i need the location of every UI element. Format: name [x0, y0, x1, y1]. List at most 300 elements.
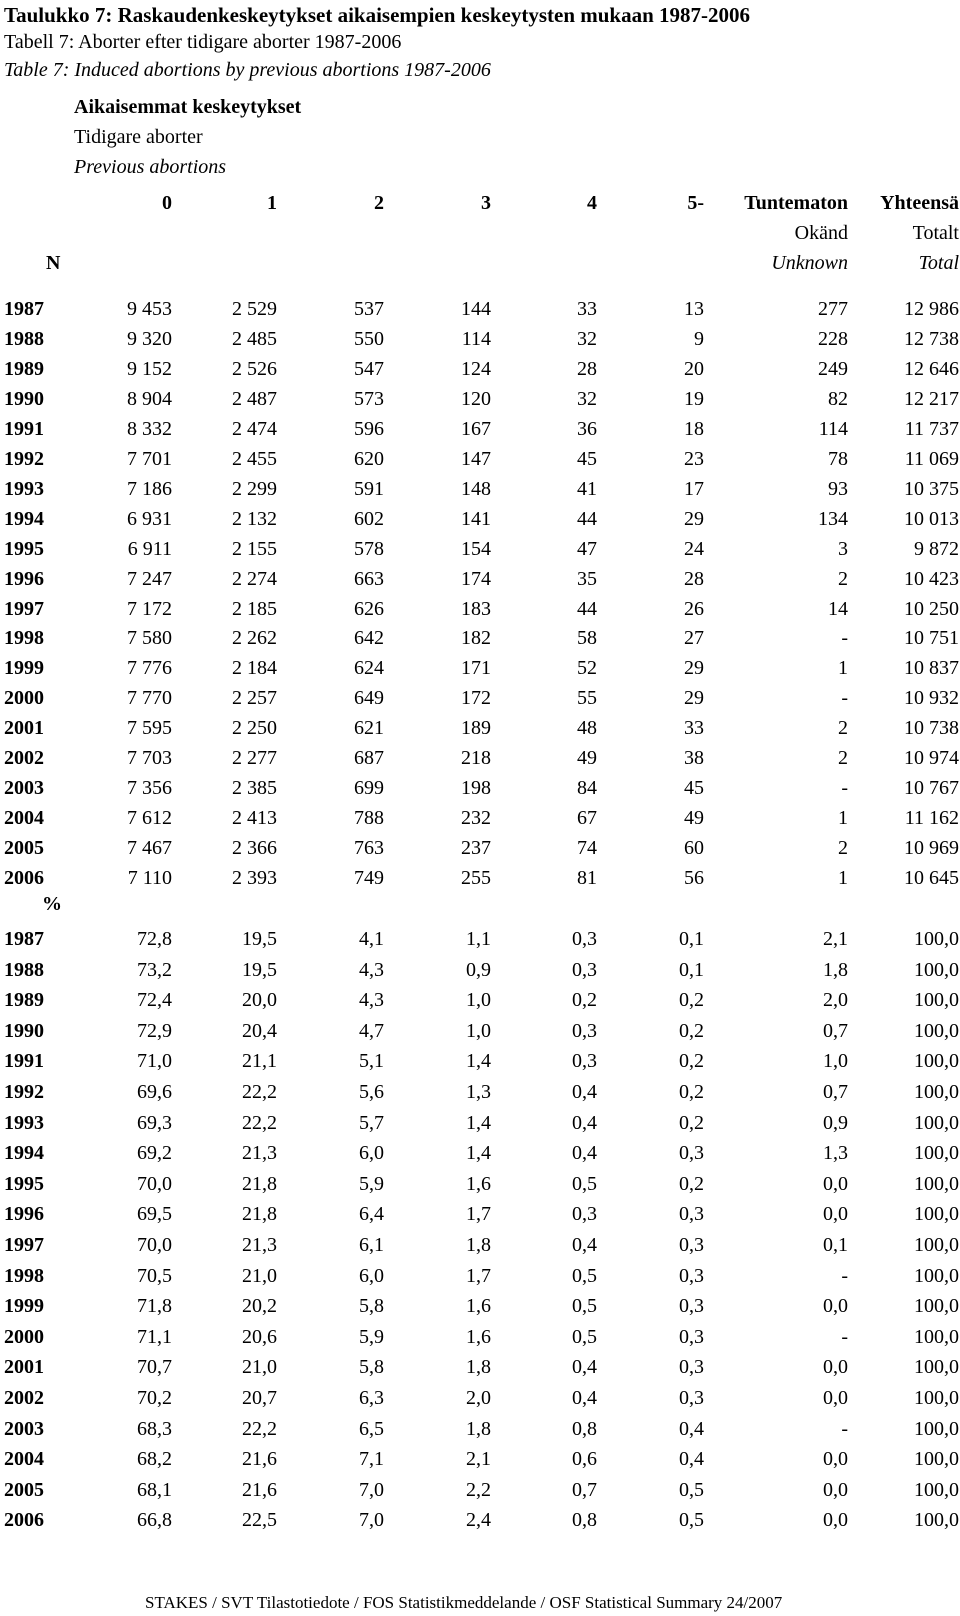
n-row-cell: 2 529	[232, 298, 277, 320]
pct-row-cell: 100,0	[914, 1111, 959, 1134]
n-row-year: 1989	[4, 357, 44, 380]
pct-row-cell: 0,0	[823, 1203, 848, 1226]
pct-row-cell: 69,6	[137, 1081, 172, 1103]
n-row-cell: 198	[461, 777, 491, 800]
n-row-cell: 699	[354, 777, 384, 800]
n-row-cell: 277	[818, 298, 848, 320]
pct-row-cell: 5,8	[359, 1295, 384, 1318]
pct-row-cell: 21,1	[242, 1050, 277, 1073]
n-row-cell: 218	[461, 747, 491, 770]
pct-row-year: 2004	[4, 1448, 44, 1471]
n-row-cell: 12 738	[904, 327, 959, 350]
n-row-cell: 10 423	[904, 567, 959, 590]
n-row-cell: 7 776	[127, 657, 172, 680]
n-row-cell: 35	[577, 567, 597, 590]
n-row-cell: 7 703	[127, 747, 172, 770]
pct-row-cell: 6,0	[359, 1142, 384, 1165]
pct-row-cell: 0,7	[823, 1081, 848, 1103]
n-row-cell: 2 299	[232, 477, 277, 500]
pct-row-cell: 100,0	[914, 958, 959, 981]
pct-row-cell: 1,3	[466, 1081, 491, 1103]
pct-row-cell: 100,0	[914, 1142, 959, 1165]
pct-row-cell: 0,1	[679, 958, 704, 981]
pct-row-cell: 5,9	[359, 1325, 384, 1348]
column-header-unknown-en: Unknown	[771, 252, 848, 274]
pct-row-cell: 100,0	[914, 1387, 959, 1409]
pct-row-cell: 70,7	[137, 1356, 172, 1379]
column-header-unknown-sv: Okänd	[794, 222, 848, 244]
n-row-cell: 7 172	[127, 597, 172, 620]
n-row-cell: 114	[818, 417, 848, 440]
n-row-cell: 626	[354, 597, 384, 620]
n-row-cell: 621	[354, 717, 384, 740]
n-row-cell: 78	[828, 447, 848, 470]
n-row-cell: 596	[354, 417, 384, 440]
n-row-cell: 7 356	[127, 777, 172, 800]
pct-row-cell: 21,6	[242, 1478, 277, 1501]
pct-row-year: 2005	[4, 1478, 44, 1501]
n-row-year: 1999	[4, 657, 44, 680]
n-row-cell: 10 767	[904, 777, 959, 800]
n-row-cell: 788	[354, 807, 384, 830]
pct-row-cell: 100,0	[914, 1203, 959, 1226]
n-row-cell: 41	[577, 477, 597, 500]
pct-row-cell: 0,3	[572, 928, 597, 950]
n-row-cell: 232	[461, 807, 491, 830]
pct-row-cell: 69,5	[137, 1203, 172, 1226]
pct-row-cell: 0,4	[679, 1417, 704, 1440]
pct-row-cell: 21,0	[242, 1264, 277, 1287]
n-row-cell: 45	[684, 777, 704, 800]
n-row-cell: 11 737	[904, 417, 959, 440]
n-row-year: 1993	[4, 477, 44, 500]
n-row-year: 1991	[4, 417, 44, 440]
pct-row-cell: 21,0	[242, 1356, 277, 1379]
table-title-block	[4, 2, 750, 84]
n-row-cell: 45	[577, 447, 597, 470]
pct-row-cell: 0,4	[572, 1387, 597, 1409]
pct-row-cell: 0,8	[572, 1417, 597, 1440]
pct-row-cell: 7,0	[359, 1478, 384, 1501]
n-row-cell: 84	[577, 777, 597, 800]
pct-row-cell: 0,0	[823, 1478, 848, 1501]
subtitle-english: Previous abortions	[74, 156, 227, 178]
pct-row-year: 1997	[4, 1234, 44, 1256]
n-row-cell: 2 385	[232, 777, 277, 800]
pct-row-cell: 2,1	[466, 1448, 491, 1471]
pct-row-cell: 0,3	[679, 1142, 704, 1165]
pct-row-year: 1989	[4, 989, 44, 1012]
pct-row-cell: 0,3	[572, 1019, 597, 1042]
section-label-n: N	[46, 252, 61, 274]
n-row-cell: 47	[577, 537, 597, 560]
n-row-cell: 33	[684, 717, 704, 740]
n-row-cell: 52	[577, 657, 597, 680]
pct-row-cell: 0,4	[572, 1142, 597, 1165]
pct-row-cell: 0,3	[679, 1295, 704, 1318]
pct-row-cell: 70,0	[137, 1234, 172, 1256]
pct-row-cell: 0,0	[823, 1295, 848, 1318]
n-row-cell: 14	[828, 597, 848, 620]
n-row-cell: 649	[354, 687, 384, 710]
pct-row-cell: 100,0	[914, 989, 959, 1012]
pct-row-cell: 0,2	[679, 989, 704, 1012]
pct-row-cell: 22,2	[242, 1081, 277, 1103]
pct-row-cell: 0,2	[679, 1050, 704, 1073]
n-row-year: 1996	[4, 567, 44, 590]
pct-row-cell: -	[841, 1417, 848, 1440]
n-row-cell: 147	[461, 447, 491, 470]
n-row-cell: 7 770	[127, 687, 172, 710]
n-row-cell: 55	[577, 687, 597, 710]
n-row-cell: 9 872	[914, 537, 959, 560]
column-header-unknown-fi: Tuntematon	[744, 192, 848, 214]
n-row-cell: 2	[838, 747, 848, 770]
n-row-cell: 82	[828, 387, 848, 410]
pct-row-cell: 21,6	[242, 1448, 277, 1471]
pct-row-cell: 1,4	[466, 1111, 491, 1134]
n-row-cell: 7 186	[127, 477, 172, 500]
n-row-cell: 537	[354, 298, 384, 320]
n-row-year: 2000	[4, 687, 44, 710]
n-row-cell: 29	[684, 657, 704, 680]
n-row-year: 1992	[4, 447, 44, 470]
n-row-year: 2005	[4, 837, 44, 860]
pct-row-cell: 1,8	[466, 1234, 491, 1256]
pct-row-cell: 1,6	[466, 1325, 491, 1348]
pct-row-cell: 70,2	[137, 1387, 172, 1409]
pct-row-cell: 0,3	[679, 1387, 704, 1409]
pct-row-year: 1999	[4, 1295, 44, 1318]
n-row-cell: 2 257	[232, 687, 277, 710]
n-row-year: 1994	[4, 507, 44, 530]
n-row-cell: 44	[577, 597, 597, 620]
n-row-cell: 12 217	[904, 387, 959, 410]
n-row-cell: 120	[461, 387, 491, 410]
n-row-cell: 2 526	[232, 357, 277, 380]
n-row-cell: 6 911	[127, 537, 172, 560]
pct-row-cell: 0,3	[679, 1356, 704, 1379]
n-row-cell: 10 013	[904, 507, 959, 530]
pct-row-cell: 4,3	[359, 989, 384, 1012]
pct-row-cell: 0,7	[823, 1019, 848, 1042]
pct-row-cell: 100,0	[914, 1325, 959, 1348]
n-row-cell: 10 969	[904, 837, 959, 860]
pct-row-cell: 0,3	[679, 1203, 704, 1226]
pct-row-cell: 100,0	[914, 1081, 959, 1103]
n-row-cell: 11 069	[904, 447, 959, 470]
pct-row-cell: 20,7	[242, 1387, 277, 1409]
n-row-cell: 2 184	[232, 657, 277, 680]
n-row-cell: 3	[838, 537, 848, 560]
pct-row-cell: 0,1	[679, 928, 704, 950]
n-row-cell: 29	[684, 507, 704, 530]
pct-row-cell: 20,2	[242, 1295, 277, 1318]
pct-row-year: 1988	[4, 958, 44, 981]
n-row-cell: 48	[577, 717, 597, 740]
n-row-year: 2006	[4, 867, 44, 890]
pct-row-cell: 0,5	[679, 1478, 704, 1501]
n-row-cell: 56	[684, 867, 704, 890]
pct-row-cell: 1,8	[823, 958, 848, 981]
n-row-cell: 29	[684, 687, 704, 710]
pct-row-cell: 1,7	[466, 1264, 491, 1287]
n-row-year: 1998	[4, 627, 44, 650]
n-row-cell: 578	[354, 537, 384, 560]
n-row-cell: 32	[577, 387, 597, 410]
n-row-cell: 2 155	[232, 537, 277, 560]
n-row-cell: 2	[838, 717, 848, 740]
pct-row-cell: 6,5	[359, 1417, 384, 1440]
n-row-cell: 10 738	[904, 717, 959, 740]
n-row-year: 2004	[4, 807, 44, 830]
pct-row-cell: 0,2	[679, 1081, 704, 1103]
n-row-cell: 2 393	[232, 867, 277, 890]
pct-row-cell: 0,2	[679, 1111, 704, 1134]
n-row-cell: 12 646	[904, 357, 959, 380]
n-row-cell: 642	[354, 627, 384, 650]
n-row-cell: -	[841, 627, 848, 650]
pct-row-year: 1996	[4, 1203, 44, 1226]
pct-row-cell: 0,2	[679, 1172, 704, 1195]
pct-row-cell: 1,6	[466, 1295, 491, 1318]
n-row-cell: 27	[684, 627, 704, 650]
n-row-cell: 9 152	[127, 357, 172, 380]
n-row-cell: 10 375	[904, 477, 959, 500]
n-row-cell: 2 132	[232, 507, 277, 530]
pct-row-cell: 0,4	[679, 1448, 704, 1471]
n-row-cell: 8 904	[127, 387, 172, 410]
pct-row-year: 1992	[4, 1081, 44, 1103]
n-row-cell: 228	[818, 327, 848, 350]
n-row-cell: 7 701	[127, 447, 172, 470]
subtitle-swedish: Tidigare aborter	[74, 126, 203, 148]
n-row-cell: 19	[684, 387, 704, 410]
pct-row-year: 1991	[4, 1050, 44, 1073]
n-row-cell: 81	[577, 867, 597, 890]
pct-row-cell: 100,0	[914, 1448, 959, 1471]
pct-row-cell: 71,0	[137, 1050, 172, 1073]
pct-row-cell: 0,3	[679, 1234, 704, 1256]
pct-row-cell: 1,6	[466, 1172, 491, 1195]
pct-row-cell: 0,8	[572, 1509, 597, 1532]
pct-row-year: 1987	[4, 928, 44, 950]
pct-row-cell: 69,3	[137, 1111, 172, 1134]
pct-row-year: 1994	[4, 1142, 44, 1165]
pct-row-cell: 2,1	[823, 928, 848, 950]
pct-row-year: 1998	[4, 1264, 44, 1287]
pct-row-year: 2006	[4, 1509, 44, 1532]
n-row-cell: 7 467	[127, 837, 172, 860]
pct-row-cell: 100,0	[914, 1509, 959, 1532]
n-row-cell: 10 645	[904, 867, 959, 890]
pct-row-cell: 100,0	[914, 1417, 959, 1440]
pct-row-cell: 20,6	[242, 1325, 277, 1348]
pct-row-cell: 2,4	[466, 1509, 491, 1532]
pct-row-cell: 0,0	[823, 1172, 848, 1195]
n-row-cell: 10 974	[904, 747, 959, 770]
n-row-cell: 10 837	[904, 657, 959, 680]
n-row-cell: -	[841, 687, 848, 710]
pct-row-cell: 6,0	[359, 1264, 384, 1287]
pct-row-cell: 0,0	[823, 1448, 848, 1471]
pct-row-cell: 72,9	[137, 1019, 172, 1042]
pct-row-cell: 21,8	[242, 1172, 277, 1195]
n-row-cell: 7 580	[127, 627, 172, 650]
n-row-cell: 2	[838, 567, 848, 590]
pct-row-cell: 0,5	[572, 1264, 597, 1287]
title-swedish: Tabell 7: Aborter efter tidigare aborter 1987-2006	[4, 31, 402, 53]
n-row-cell: 1	[838, 867, 848, 890]
pct-row-cell: 22,5	[242, 1509, 277, 1532]
pct-row-cell: 20,0	[242, 989, 277, 1012]
pct-row-cell: 4,3	[359, 958, 384, 981]
n-row-cell: 749	[354, 867, 384, 890]
pct-row-cell: 0,3	[572, 958, 597, 981]
pct-row-cell: 21,8	[242, 1203, 277, 1226]
pct-row-cell: 1,7	[466, 1203, 491, 1226]
n-row-cell: 74	[577, 837, 597, 860]
section-label-percent: %	[42, 893, 62, 915]
pct-row-cell: 69,2	[137, 1142, 172, 1165]
pct-row-cell: 1,8	[466, 1417, 491, 1440]
pct-row-cell: 100,0	[914, 1295, 959, 1318]
n-row-cell: 6 931	[127, 507, 172, 530]
n-row-cell: 7 595	[127, 717, 172, 740]
n-row-cell: 2 277	[232, 747, 277, 770]
n-row-cell: 10 250	[904, 597, 959, 620]
pct-row-cell: 2,0	[466, 1387, 491, 1409]
n-row-cell: 172	[461, 687, 491, 710]
column-header-2: 2	[374, 192, 384, 214]
n-row-cell: 9 320	[127, 327, 172, 350]
pct-row-cell: 1,0	[466, 1019, 491, 1042]
pct-row-cell: 4,7	[359, 1019, 384, 1042]
pct-row-cell: 19,5	[242, 958, 277, 981]
column-header-4: 4	[587, 192, 597, 214]
n-row-cell: 663	[354, 567, 384, 590]
n-row-cell: 49	[577, 747, 597, 770]
pct-row-cell: 2,0	[823, 989, 848, 1012]
n-row-cell: 154	[461, 537, 491, 560]
pct-row-cell: 6,1	[359, 1234, 384, 1256]
pct-row-cell: 0,9	[466, 958, 491, 981]
n-row-cell: 33	[577, 298, 597, 320]
pct-row-cell: 70,0	[137, 1172, 172, 1195]
pct-row-cell: 6,4	[359, 1203, 384, 1226]
n-row-cell: 573	[354, 387, 384, 410]
pct-row-cell: 0,2	[572, 989, 597, 1012]
pct-row-cell: 19,5	[242, 928, 277, 950]
pct-row-cell: 1,3	[823, 1142, 848, 1165]
n-row-cell: 2 455	[232, 447, 277, 470]
pct-row-cell: 72,4	[137, 989, 172, 1012]
n-row-cell: 28	[684, 567, 704, 590]
pct-row-cell: 0,0	[823, 1387, 848, 1409]
n-row-cell: 10 751	[904, 627, 959, 650]
n-row-cell: 2	[838, 837, 848, 860]
n-row-cell: 2 487	[232, 387, 277, 410]
n-row-cell: 58	[577, 627, 597, 650]
pct-row-cell: 0,5	[679, 1509, 704, 1532]
n-row-cell: 17	[684, 477, 704, 500]
n-row-cell: 60	[684, 837, 704, 860]
pct-row-cell: 0,3	[679, 1325, 704, 1348]
n-row-cell: 134	[818, 507, 848, 530]
n-row-cell: 49	[684, 807, 704, 830]
pct-row-year: 2000	[4, 1325, 44, 1348]
pct-row-cell: 0,3	[572, 1203, 597, 1226]
n-row-year: 2001	[4, 717, 44, 740]
n-row-cell: 114	[461, 327, 491, 350]
pct-row-cell: 71,1	[137, 1325, 172, 1348]
n-row-cell: 13	[684, 298, 704, 320]
column-header-total-en: Total	[918, 252, 959, 274]
pct-row-cell: 100,0	[914, 1356, 959, 1379]
n-row-cell: 26	[684, 597, 704, 620]
n-row-cell: 249	[818, 357, 848, 380]
n-row-cell: 28	[577, 357, 597, 380]
n-row-year: 1987	[4, 298, 44, 320]
pct-row-cell: 0,7	[572, 1478, 597, 1501]
n-row-cell: 36	[577, 417, 597, 440]
column-header-0: 0	[162, 192, 172, 214]
pct-row-cell: 100,0	[914, 1050, 959, 1073]
n-row-cell: 1	[838, 657, 848, 680]
n-row-cell: 18	[684, 417, 704, 440]
pct-row-cell: 22,2	[242, 1417, 277, 1440]
n-row-cell: -	[841, 777, 848, 800]
n-row-cell: 38	[684, 747, 704, 770]
pct-row-cell: 66,8	[137, 1509, 172, 1532]
pct-row-cell: 0,0	[823, 1509, 848, 1532]
pct-row-cell: 22,2	[242, 1111, 277, 1134]
column-group-header	[74, 92, 301, 182]
pct-row-cell: 100,0	[914, 1234, 959, 1256]
pct-row-cell: 21,3	[242, 1142, 277, 1165]
pct-row-cell: 5,9	[359, 1172, 384, 1195]
n-row-cell: 174	[461, 567, 491, 590]
pct-row-cell: 6,3	[359, 1387, 384, 1409]
n-row-cell: 23	[684, 447, 704, 470]
column-header-total-fi: Yhteensä	[880, 192, 959, 214]
n-row-year: 2002	[4, 747, 44, 770]
n-row-cell: 2 262	[232, 627, 277, 650]
n-row-cell: 24	[684, 537, 704, 560]
n-row-cell: 763	[354, 837, 384, 860]
n-row-year: 2003	[4, 777, 44, 800]
pct-row-year: 2003	[4, 1417, 44, 1440]
pct-row-cell: 0,6	[572, 1448, 597, 1471]
pct-row-cell: 100,0	[914, 1019, 959, 1042]
pct-row-cell: 5,6	[359, 1081, 384, 1103]
pct-row-cell: 7,0	[359, 1509, 384, 1532]
n-row-cell: 167	[461, 417, 491, 440]
pct-row-cell: 73,2	[137, 958, 172, 981]
n-row-cell: 148	[461, 477, 491, 500]
footer-source: STAKES / SVT Tilastotiedote / FOS Statistikmeddelande / OSF Statistical Summary 24/2007	[145, 1593, 783, 1612]
pct-row-year: 1990	[4, 1019, 44, 1042]
pct-row-cell: 100,0	[914, 928, 959, 950]
pct-row-cell: 7,1	[359, 1448, 384, 1471]
pct-row-cell: 100,0	[914, 1478, 959, 1501]
n-row-cell: 2 250	[232, 717, 277, 740]
n-row-year: 1995	[4, 537, 44, 560]
pct-row-cell: 70,5	[137, 1264, 172, 1287]
pct-row-cell: 68,3	[137, 1417, 172, 1440]
n-row-cell: 550	[354, 327, 384, 350]
n-row-cell: 32	[577, 327, 597, 350]
